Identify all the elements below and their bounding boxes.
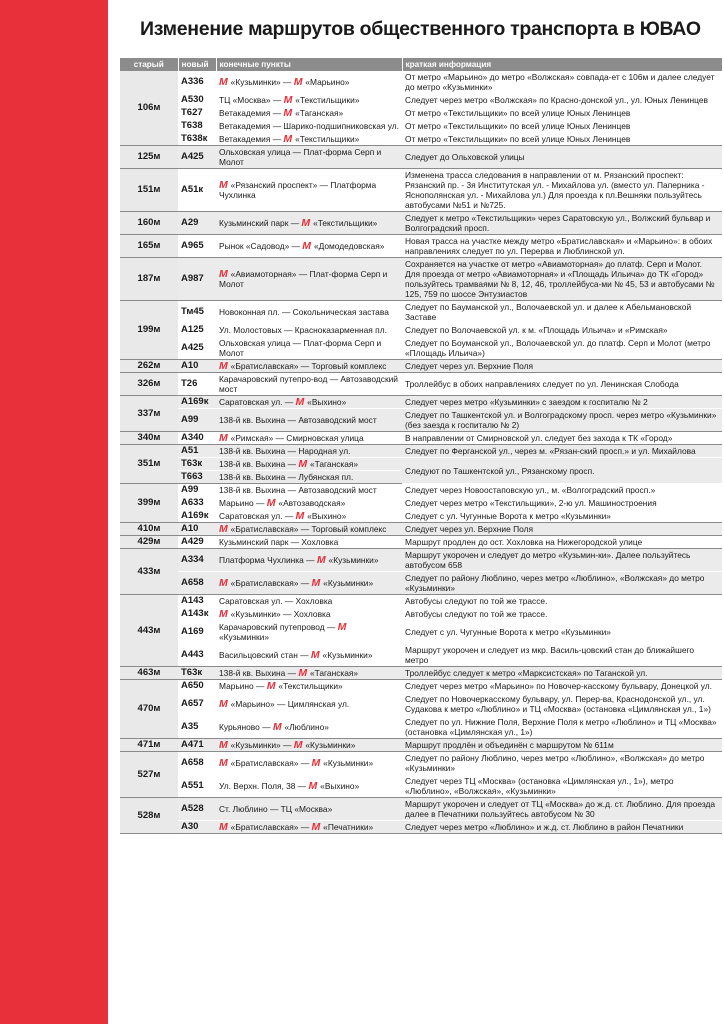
metro-icon: М [219,757,231,769]
end-point-text: «Кузьминки» — [230,740,294,750]
table-row [120,621,722,644]
end-point-text: Саратовская ул. — [219,511,296,521]
end-point-text: «Кузьминки» — [230,77,294,87]
metro-icon: М [219,523,231,535]
end-points-cell [216,360,402,373]
new-route-number: Т26 [178,373,216,396]
table-row [120,484,722,497]
end-point-text: «Братиславская» — Торговый комплекс [230,361,387,371]
new-route-number: Т638к [178,133,216,146]
route-info: От метро «Текстильщики» по всей улице Юных Ленинцев [402,120,722,133]
end-point-text: «Текстильщики» [295,95,360,105]
end-points-cell [216,608,402,621]
old-route-number: 463м [120,667,178,680]
end-points-cell [216,133,402,146]
new-route-number: Т663 [178,471,216,484]
table-row [120,523,722,536]
table-row [120,324,722,337]
old-route-number: 399м [120,484,178,523]
end-point-text: Ул. Молостовых — Красноказарменная пл. [219,325,387,335]
end-points-cell [216,739,402,752]
old-route-number: 410м [120,523,178,536]
route-info: Следует через метро «Кузьминки» с заездом к госпиталю № 2 [402,396,722,409]
end-point-text: «Текстильщики» [295,134,360,144]
new-route-number: А987 [178,258,216,301]
table-row [120,373,722,396]
end-point-text: «Таганская» [310,459,359,469]
table-row [120,693,722,716]
table-row [120,258,722,301]
end-points-cell [216,644,402,667]
table-row [120,798,722,821]
end-point-text: Курьяново — [219,722,273,732]
end-points-cell [216,484,402,497]
metro-icon: М [311,821,324,833]
table-row [120,360,722,373]
metro-icon: М [337,621,347,633]
end-points-cell [216,169,402,212]
new-route-number: А336 [178,71,216,94]
metro-icon: М [302,240,314,252]
table-header-row [120,58,722,71]
end-point-text: Саратовская ул. — [219,397,296,407]
metro-icon: М [283,94,296,106]
table-row [120,752,722,775]
old-route-number: 351м [120,445,178,484]
new-route-number: Т63к [178,667,216,680]
end-points-cell [216,693,402,716]
end-points-cell [216,595,402,608]
new-route-number: Т627 [178,107,216,120]
metro-icon: М [272,721,285,733]
metro-icon: М [219,360,231,372]
table-row [120,133,722,146]
route-info: Следует через метро «Марьино» по Новочер-касскому бульвару, Донецкой ул. [402,680,722,693]
end-point-text: Саратовская ул. — Хохловка [219,596,333,606]
end-point-text: Карачаровский путепро-вод — Автозаводский мост [219,374,398,394]
end-point-text: Новоконная пл. — Сокольническая застава [219,307,389,317]
end-point-text: «Марьино» — Цимлянская ул. [230,699,350,709]
end-point-text: «Печатники» [323,822,374,832]
metro-icon: М [219,739,231,751]
new-route-number: А425 [178,146,216,169]
end-point-text: Кузьминский парк — [219,218,302,228]
old-route-number: 471м [120,739,178,752]
route-info: От метро «Текстильщики» по всей улице Юных Ленинцев [402,133,722,146]
metro-icon: М [301,217,314,229]
table-row [120,301,722,324]
new-route-number: А143к [178,608,216,621]
metro-icon: М [219,698,231,710]
table-row [120,497,722,510]
table-row [120,595,722,608]
route-info: Следует через ТЦ «Москва» (остановка «Цимлянская ул., 1»), метро «Люблино», «Волжская», «Кузьминки» [402,775,722,798]
old-route-number: 429м [120,536,178,549]
old-route-number: 470м [120,680,178,739]
table-row [120,549,722,572]
end-points-cell [216,212,402,235]
new-route-number: Т638 [178,120,216,133]
route-info: Следует к метро «Текстильщики» через Саратовскую ул., Волжский бульвар и Волгоградский просп. [402,212,722,235]
end-points-cell [216,71,402,94]
route-info: Следует через Новоостаповскую ул., м. «Волгоградский просп.» [402,484,722,497]
red-side-stripe [0,0,108,1024]
metro-icon: М [219,268,231,280]
old-route-number: 160м [120,212,178,235]
metro-icon: М [266,497,279,509]
end-point-text: «Братиславская» — [230,758,312,768]
end-points-cell [216,396,402,409]
end-point-text: Карачаровский путепровод — [219,622,338,632]
new-route-number: А99 [178,409,216,432]
route-info: Сохраняется на участке от метро «Авиамоторная» до платф. Серп и Молот. Для проезда от метро «Авиамоторная» и «Площадь Ильича» до ТК «Город» пользуйтесь трамваями № 8, 12, 46, троллейбуса-ми № 45, 53 и автобусами № 125, 759 по шоссе Энтузиастов [402,258,722,301]
metro-icon: М [219,577,231,589]
new-route-number: А10 [178,523,216,536]
table-row [120,409,722,432]
end-point-text: «Рязанский проспект» — Платформа Чухлинка [219,180,377,200]
table-row [120,169,722,212]
new-route-number: А633 [178,497,216,510]
new-route-number: А530 [178,94,216,107]
old-route-number: 151м [120,169,178,212]
route-info: Следуют по Ташкентской ул., Рязанскому просп. [402,458,722,484]
end-point-text: «Кузьминки» [323,578,374,588]
end-point-text: Ул. Верхн. Поля, 38 — [219,781,309,791]
new-route-number: А51к [178,169,216,212]
end-points-cell [216,798,402,821]
end-points-cell [216,373,402,396]
route-info: От метро «Текстильщики» по всей улице Юных Ленинцев [402,107,722,120]
end-point-text: «Кузьминки» [305,740,356,750]
end-point-text: «Братиславская» — [230,822,312,832]
end-point-text: 138-й кв. Выхина — [219,668,299,678]
table-row [120,212,722,235]
table-row [120,510,722,523]
end-points-cell [216,235,402,258]
end-point-text: Марьино — [219,498,267,508]
end-point-text: 138-й кв. Выхина — Лубянская пл. [219,472,354,482]
new-route-number: А30 [178,821,216,834]
route-info: Маршрут укорочен и следует от ТЦ «Москва» до ж.д. ст. Люблино. Для проезда далее в Печатники пользуйтесь автобусом № 30 [402,798,722,821]
route-info: От метро «Марьино» до метро «Волжская» совпада-ет с 106м и далее следует до метро «Кузьминки» [402,71,722,94]
metro-icon: М [219,608,231,620]
old-route-number: 527м [120,752,178,798]
end-point-text: Ольховская улица — Плат-форма Серп и Молот [219,338,382,358]
end-points-cell [216,107,402,120]
new-route-number: А51 [178,445,216,458]
end-points-cell [216,716,402,739]
route-info: Следует по Боуманской ул., Волочаевской ул. до платф. Серп и Молот (метро «Площадь Ильича») [402,337,722,360]
end-points-cell [216,680,402,693]
metro-icon: М [295,396,308,408]
route-info: В направлении от Смирновской ул. следует без захода к ТК «Город» [402,432,722,445]
new-route-number: А169к [178,396,216,409]
metro-icon: М [298,667,310,679]
new-route-number: А551 [178,775,216,798]
end-point-text: 138-й кв. Выхина — Автозаводский мост [219,485,377,495]
header-new-route: новый [178,58,216,71]
end-points-cell [216,572,402,595]
end-point-text: «Марьино» [305,77,350,87]
table-row [120,445,722,458]
route-info: Следует по Бауманской ул., Волочаевской ул. и далее к Абельмановской Заставе [402,301,722,324]
end-points-cell [216,667,402,680]
table-row [120,71,722,94]
end-points-cell [216,621,402,644]
end-points-cell [216,146,402,169]
new-route-number: А125 [178,324,216,337]
route-info: Следует по району Люблино, через метро «Люблино», «Волжская» до метро «Кузьминки» [402,572,722,595]
routes-table-body [120,71,722,834]
end-points-cell [216,120,402,133]
end-points-cell [216,94,402,107]
end-points-cell [216,510,402,523]
table-row [120,432,722,445]
table-row [120,146,722,169]
end-point-text: «Братиславская» — [230,578,312,588]
header-old-route: старый [120,58,178,71]
end-point-text: «Выхино» [307,511,347,521]
end-point-text: 138-й кв. Выхина — [219,459,299,469]
metro-icon: М [308,780,321,792]
route-info: Маршрут продлён и объединён с маршрутом № 611м [402,739,722,752]
end-point-text: «Братиславская» — Торговый комплекс [230,524,387,534]
route-info: Следует по Новочеркасскому бульвару, ул. Перер-ва, Краснодонской ул., ул. Судакова к метро «Люблино» и ТЦ «Москва» (остановка «Цимлянская ул., 1») [402,693,722,716]
end-point-text: 138-й кв. Выхина — Автозаводский мост [219,415,377,425]
route-info: Новая трасса на участке между метро «Братиславская» и «Марьино»: в обоих направлениях следует по ул. Перерва и Люблинской ул. [402,235,722,258]
new-route-number: А169к [178,510,216,523]
table-row [120,536,722,549]
new-route-number: А35 [178,716,216,739]
metro-icon: М [311,757,324,769]
end-point-text: «Кузьминки» [322,650,373,660]
new-route-number: А429 [178,536,216,549]
end-point-text: Платформа Чухлинка — [219,555,317,565]
end-point-text: «Кузьминки» [323,758,374,768]
table-row [120,667,722,680]
new-route-number: А143 [178,595,216,608]
route-info: Следует через метро «Волжская» по Красно-донской ул., ул. Юных Ленинцев [402,94,722,107]
end-point-text: «Выхино» [307,397,347,407]
end-points-cell [216,775,402,798]
metro-icon: М [266,680,279,692]
end-point-text: Ветакадемия — [219,134,284,144]
table-row [120,775,722,798]
end-point-text: ТЦ «Москва» — [219,95,284,105]
metro-icon: М [316,554,329,566]
table-row [120,739,722,752]
old-route-number: 340м [120,432,178,445]
route-info: Следует по Ташкентской ул. и Волгоградскому просп. через метро «Кузьминки» (без заезда к госпиталю № 2) [402,409,722,432]
table-row [120,644,722,667]
end-point-text: «Автозаводская» [278,498,346,508]
old-route-number: 165м [120,235,178,258]
new-route-number: А169 [178,621,216,644]
metro-icon: М [293,739,306,751]
table-row [120,572,722,595]
end-point-text: Марьино — [219,681,267,691]
new-route-number: А425 [178,337,216,360]
metro-icon: М [219,179,231,191]
end-point-text: «Люблино» [284,722,329,732]
end-points-cell [216,458,402,471]
metro-icon: М [310,649,323,661]
metro-icon: М [219,432,231,444]
table-row [120,235,722,258]
end-points-cell [216,821,402,834]
new-route-number: А99 [178,484,216,497]
table-row [120,120,722,133]
end-point-text: Рынок «Садовод» — [219,241,303,251]
route-info: Следует по Волочаевской ул. к м. «Площадь Ильича» и «Римская» [402,324,722,337]
route-info: Следует с ул. Чугунные Ворота к метро «Кузьминки» [402,621,722,644]
route-info: Следует через ул. Верхние Поля [402,523,722,536]
end-point-text: Васильцовский стан — [219,650,311,660]
end-point-text: 138-й кв. Выхина — Народная ул. [219,446,351,456]
new-route-number: А658 [178,572,216,595]
table-row [120,94,722,107]
end-points-cell [216,337,402,360]
metro-icon: М [295,510,308,522]
table-row [120,458,722,471]
old-route-number: 262м [120,360,178,373]
routes-table [120,58,723,834]
old-route-number: 433м [120,549,178,595]
route-info: Автобусы следуют по той же трассе. [402,595,722,608]
end-point-text: «Домодедовская» [313,241,385,251]
new-route-number: А471 [178,739,216,752]
table-row [120,337,722,360]
old-route-number: 443м [120,595,178,667]
new-route-number: А650 [178,680,216,693]
header-end-points: конечные пункты [216,58,402,71]
end-point-text: Кузьминский парк — Хохловка [219,537,339,547]
new-route-number: А29 [178,212,216,235]
route-info: Маршрут укорочен и следует до метро «Кузьмин-ки». Далее пользуйтесь автобусом 658 [402,549,722,572]
end-points-cell [216,752,402,775]
table-row [120,396,722,409]
new-route-number: Тм45 [178,301,216,324]
end-points-cell [216,445,402,458]
end-point-text: Ветакадемия — [219,108,284,118]
old-route-number: 187м [120,258,178,301]
end-point-text: «Текстильщики» [278,681,343,691]
end-point-text: Ст. Люблино — ТЦ «Москва» [219,804,333,814]
route-info: Следует по району Люблино, через метро «Люблино», «Волжская» до метро «Кузьминки» [402,752,722,775]
new-route-number: А340 [178,432,216,445]
route-info: Следует по ул. Нижние Поля, Верхние Поля к метро «Люблино» и ТЦ «Москва» (остановка «Цимлянская ул., 1») [402,716,722,739]
metro-icon: М [219,76,231,88]
end-points-cell [216,258,402,301]
old-route-number: 528м [120,798,178,834]
end-points-cell [216,324,402,337]
table-row [120,107,722,120]
metro-icon: М [298,458,310,470]
end-points-cell [216,497,402,510]
route-info: Следует до Ольховской улицы [402,146,722,169]
end-points-cell [216,432,402,445]
end-points-cell [216,536,402,549]
table-row [120,821,722,834]
page-title: Изменение маршрутов общественного транспорта в ЮВАО [140,18,701,40]
end-point-text: «Выхино» [320,781,360,791]
end-point-text: «Кузьминки» — Хохловка [230,609,331,619]
old-route-number: 337м [120,396,178,432]
end-point-text: «Кузьминки» [219,632,269,642]
new-route-number: А334 [178,549,216,572]
old-route-number: 199м [120,301,178,360]
new-route-number: А658 [178,752,216,775]
new-route-number: А657 [178,693,216,716]
metro-icon: М [283,133,296,145]
new-route-number: А528 [178,798,216,821]
end-points-cell [216,471,402,484]
table-row [120,716,722,739]
route-info: Изменена трасса следования в направлении от м. Рязанский проспект: Рязанский пр. - 3я Институтская ул. - Михайлова ул. (вместо ул. Паперника - Яснополянская ул. - Михайлова ул.) Для проезда к пл.Вешняки пользуйтесь автобусами №51 и №725. [402,169,722,212]
end-point-text: Ветакадемия — Шарико-подшипниковская ул. [219,121,399,131]
route-info: Следует по Ферганской ул., через м. «Рязан-ский просп.» и ул. Михайлова [402,445,722,458]
route-info: Троллейбус в обоих направлениях следует по ул. Ленинская Слобода [402,373,722,396]
new-route-number: Т63к [178,458,216,471]
route-info: Следует через метро «Текстильщики», 2-ю ул. Машиностроения [402,497,722,510]
route-info: Следует через ул. Верхние Поля [402,360,722,373]
route-info: Автобусы следуют по той же трассе. [402,608,722,621]
end-point-text: Ольховская улица — Плат-форма Серп и Молот [219,147,382,167]
table-row [120,608,722,621]
end-point-text: «Кузьминки» [328,555,379,565]
route-info: Следует с ул. Чугунные Ворота к метро «Кузьминки» [402,510,722,523]
end-point-text: «Таганская» [295,108,344,118]
old-route-number: 125м [120,146,178,169]
old-route-number: 106м [120,71,178,146]
metro-icon: М [219,821,231,833]
new-route-number: А443 [178,644,216,667]
end-point-text: «Авиамоторная» — Плат-форма Серп и Молот [219,269,388,289]
new-route-number: А10 [178,360,216,373]
end-point-text: «Римская» — Смирновская улица [230,433,364,443]
end-point-text: «Таганская» [310,668,359,678]
end-point-text: «Текстильщики» [313,218,378,228]
metro-icon: М [283,107,296,119]
route-info: Следует через метро «Люблино» и ж.д. ст. Люблино в район Печатники [402,821,722,834]
route-info: Троллейбус следует к метро «Марксистская» по Таганской ул. [402,667,722,680]
end-points-cell [216,301,402,324]
new-route-number: А965 [178,235,216,258]
metro-icon: М [311,577,324,589]
route-info: Маршрут продлен до ост. Хохловка на Нижегородской улице [402,536,722,549]
end-points-cell [216,523,402,536]
metro-icon: М [293,76,306,88]
header-info: краткая информация [402,58,722,71]
table-row [120,680,722,693]
old-route-number: 326м [120,373,178,396]
end-points-cell [216,409,402,432]
end-points-cell [216,549,402,572]
route-info: Маршрут укорочен и следует из мкр. Василь-цовский стан до ближайшего метро [402,644,722,667]
